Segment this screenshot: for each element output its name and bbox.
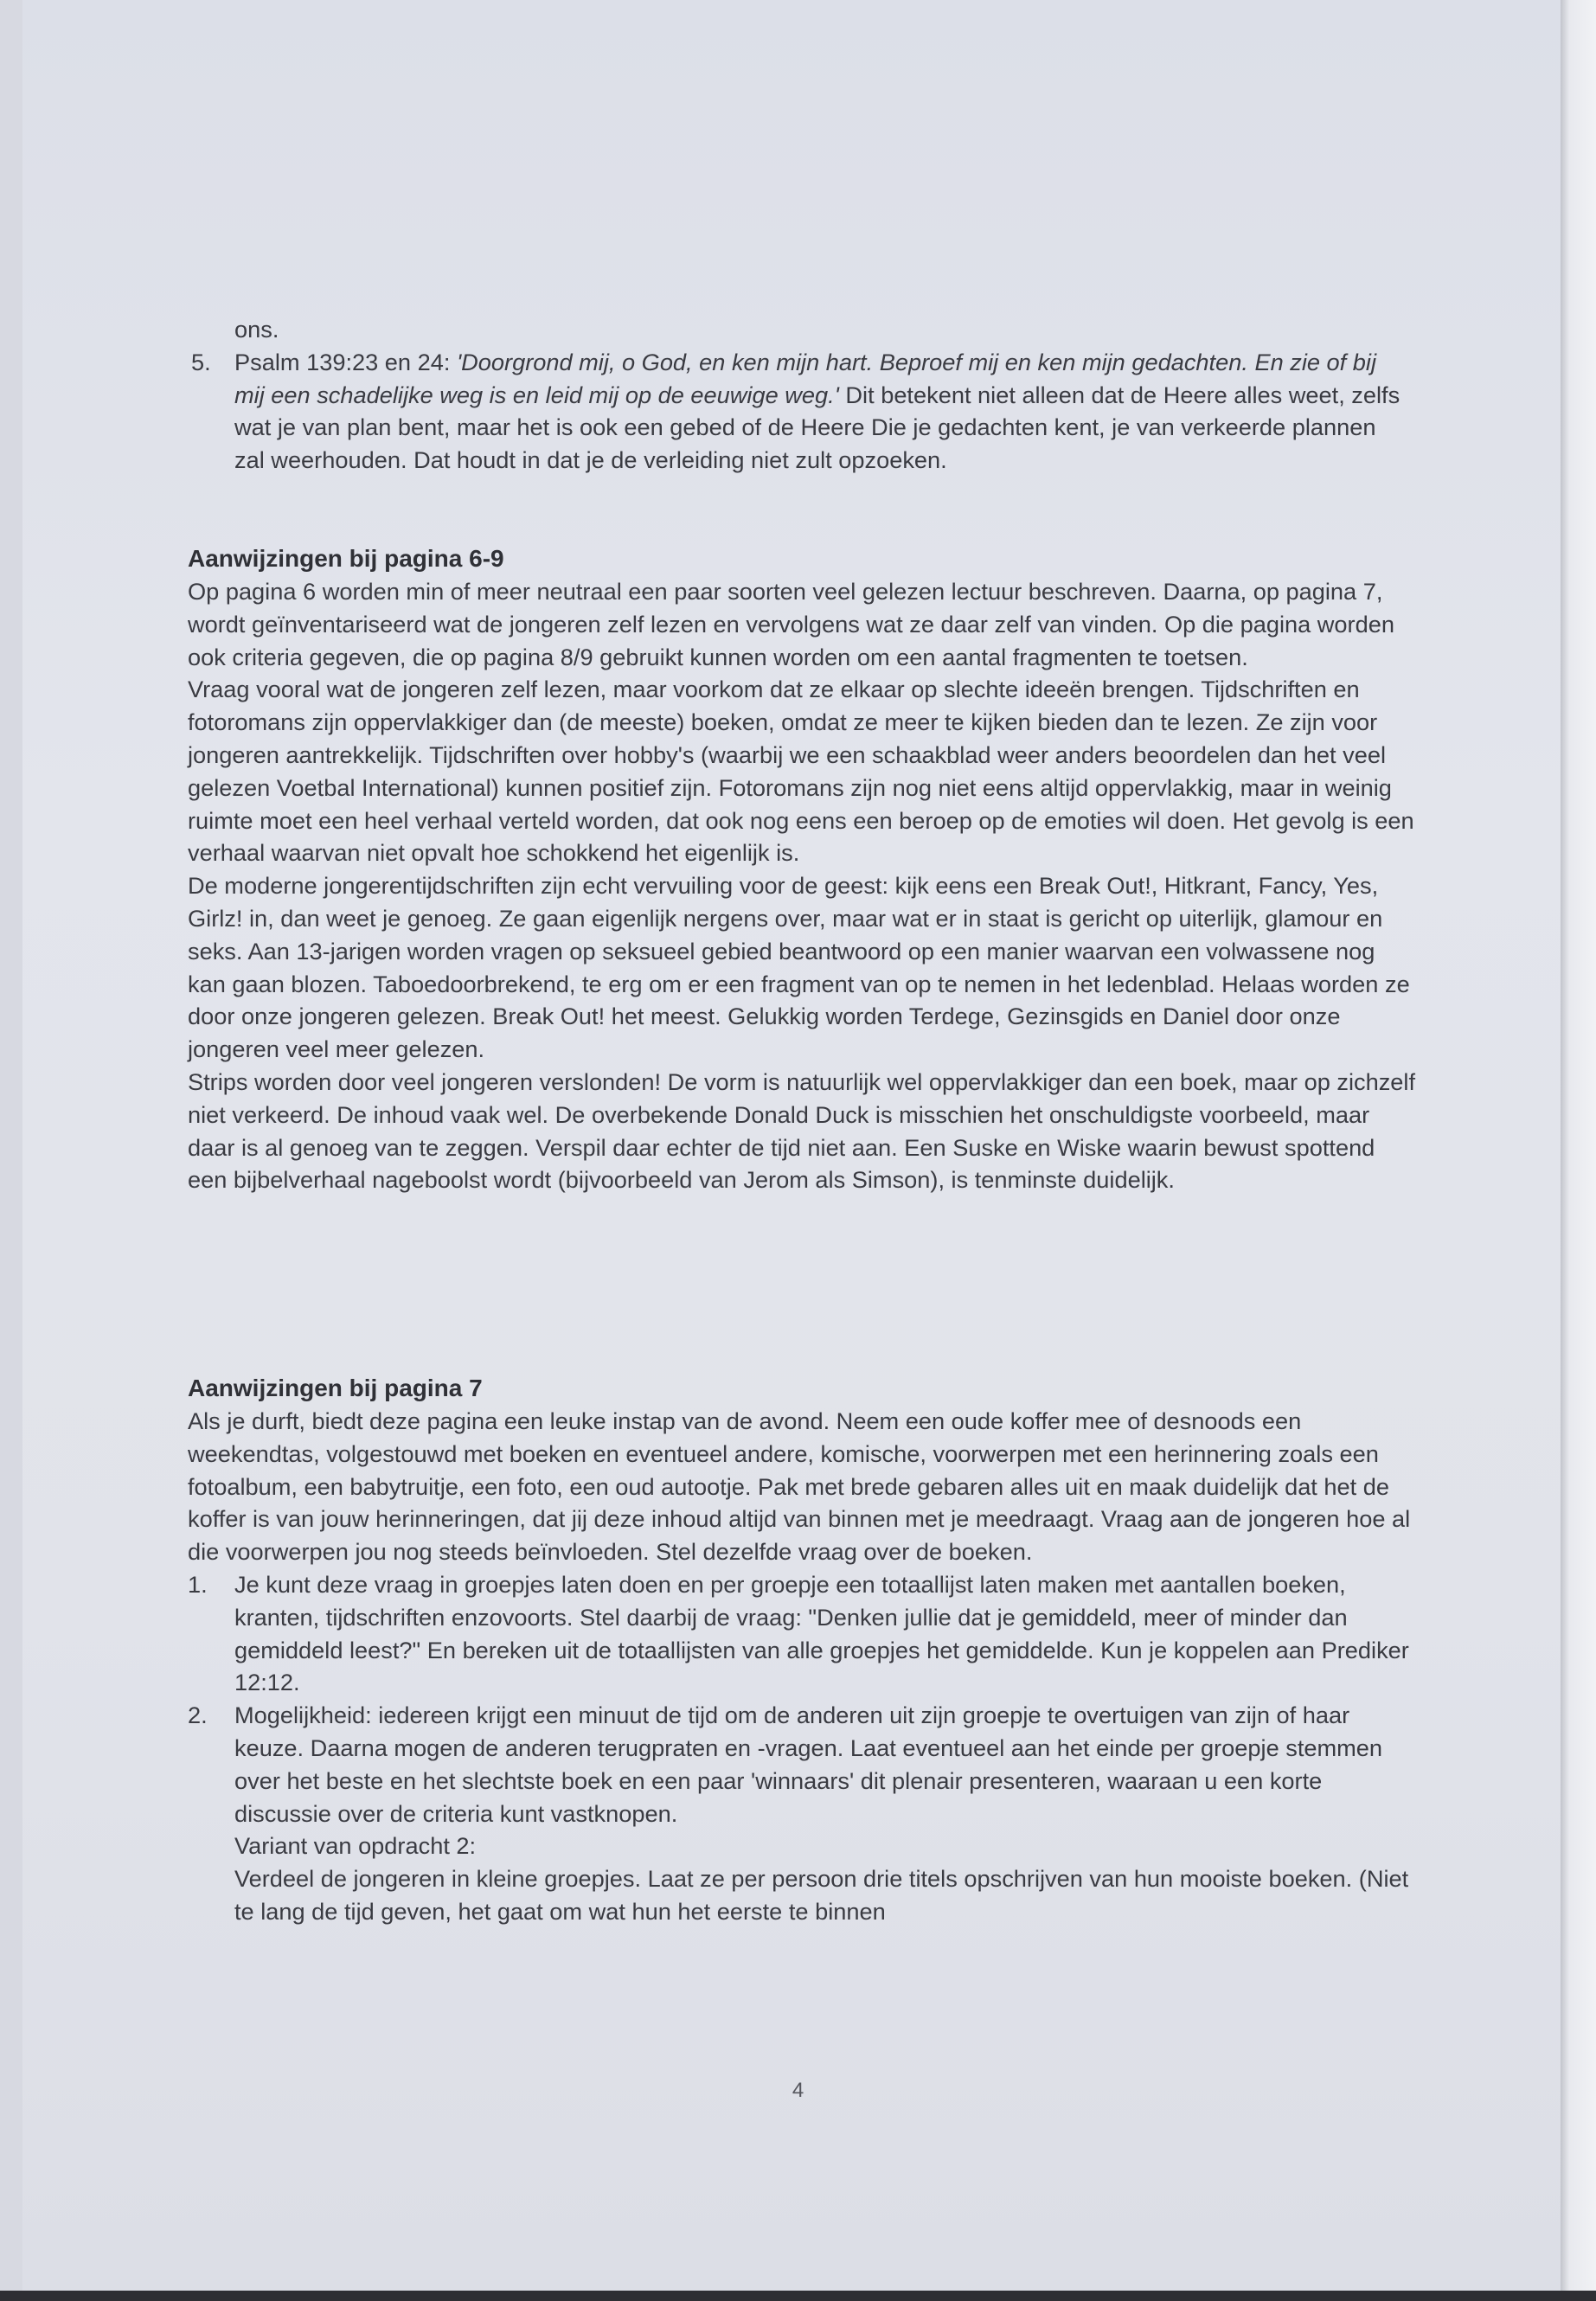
top-block: [191, 313, 1411, 477]
list-item-2: [188, 1699, 1416, 1830]
section-pagina-7: [188, 1372, 1416, 1928]
list-number: 2.: [188, 1702, 208, 1729]
section-heading: Aanwijzingen bij pagina 7: [188, 1375, 483, 1401]
psalm-quote: 'Doorgrond mij, o God, en ken mijn hart. Beproef mij en ken mijn gedachten. En zie of bij mij een schadelijke weg is en leid mij op de eeuwige weg.': [234, 348, 1376, 408]
psalm-reference: Psalm 139:23 en 24:: [234, 348, 457, 375]
section-pagina-6-9: [188, 542, 1416, 1196]
paragraph: Vraag vooral wat de jongeren zelf lezen, maar voorkom dat ze elkaar op slechte ideeën brengen. Tijdschriften en fotoromans zijn oppervlakkiger dan (de meeste) boeken, omdat ze meer te kijken bieden dan te lezen. Ze zijn voor jongeren aantrekkelijk. Tijdschriften over hobby's (waarbij we een schaakblad weer anders beoordelen dan het veel gelezen Voetbal International) kunnen positief zijn. Fotoromans zijn nog niet eens altijd oppervlakkig, maar in weinig ruimte moet een heel verhaal verteld worden, dat ook nog eens een beroep op de emoties wil doen. Het gevolg is een verhaal waarvan niet opvalt hoe schokkend het eigenlijk is.: [188, 676, 1414, 867]
list-number: 5.: [191, 348, 211, 375]
list-number: 1.: [188, 1570, 208, 1598]
continuation-text: ons.: [234, 316, 279, 343]
page-number: 4: [792, 2079, 804, 2102]
paragraph: De moderne jongerentijdschriften zijn echt vervuiling voor de geest: kijk eens een Break Out!, Hitkrant, Fancy, Yes, Girlz! in, dan weet je genoeg. Ze gaan eigenlijk nergens over, maar wat er in staat is gericht op uiterlijk, glamour en seks. Aan 13-jarigen worden vragen op seksueel gebied beantwoord op een manier waarvan een volwassene nog kan gaan blozen. Taboedoorbrekend, te erg om er een fragment van op te nemen in het ledenblad. Helaas worden ze door onze jongeren gelezen. Break Out! het meest. Gelukkig worden Terdege, Gezinsgids en Daniel door onze jongeren veel meer gelezen.: [188, 872, 1410, 1063]
paragraph: Op pagina 6 worden min of meer neutraal een paar soorten veel gelezen lectuur beschreven. Daarna, op pagina 7, wordt geïnventariseerd wat de jongeren zelf lezen en vervolgens wat ze daar zelf van vinden. Op die pagina worden ook criteria gegeven, die op pagina 8/9 gebruikt kunnen worden om een aantal fragmenten te toetsen.: [188, 578, 1394, 670]
psalm-explanation: Dit betekent niet alleen dat de Heere alles weet, zelfs wat je van plan bent, maar het is ook een gebed of de Heere Die je gedachten kent, je van verkeerde plannen zal weerhouden. Dat houdt in dat je de verleiding niet zult opzoeken.: [234, 381, 1401, 474]
list-item-5: [191, 346, 1411, 477]
paragraph: Strips worden door veel jongeren verslonden! De vorm is natuurlijk wel oppervlakkiger dan een boek, maar op zichzelf niet verkeerd. De inhoud vaak wel. De overbekende Donald Duck is misschien het onschuldigste voorbeeld, maar daar is al genoeg van te zeggen. Verspil daar echter de tijd niet aan. Een Suske en Wiske waarin bewust spottend een bijbelverhaal nageboolst wordt (bijvoorbeeld van Jerom als Simson), is tenminste duidelijk.: [188, 1067, 1416, 1194]
list-item-text: [234, 346, 1411, 477]
numbered-list: [188, 1568, 1416, 1928]
variant-label: Variant van opdracht 2:: [234, 1832, 477, 1860]
variant-text: Verdeel de jongeren in kleine groepjes. Laat ze per persoon drie titels opschrijven van hun mooiste boeken. (Niet te lang de tijd geven, het gaat om wat hun het eerste te binnen: [234, 1865, 1409, 1925]
list-item-text: Je kunt deze vraag in groepjes laten doen en per groepje een totaallijst laten maken met aantallen boeken, kranten, tijdschriften enzovoorts. Stel daarbij de vraag: "Denken jullie dat je gemiddeld, meer of minder dan gemiddeld leest?" En bereken uit de totaallijsten van alle groepjes het gemiddelde. Kun je koppelen aan Prediker 12:12.: [234, 1570, 1409, 1696]
list-item-1: [188, 1568, 1416, 1699]
list-item-text: Mogelijkheid: iedereen krijgt een minuut de tijd om de anderen uit zijn groepje te overtuigen van zijn of haar keuze. Daarna mogen de anderen terugpraten en -vragen. Laat eventueel aan het einde per groepje stemmen over het beste en het slechtste boek en een paar 'winnaars' dit plenair presenteren, waaraan u een korte discussie over de criteria kunt vastknopen.: [234, 1702, 1383, 1827]
section-heading: Aanwijzingen bij pagina 6-9: [188, 545, 504, 572]
scan-edge-bottom: [0, 2291, 1596, 2301]
page-edge-right: [1561, 0, 1596, 2301]
paragraph: Als je durft, biedt deze pagina een leuke instap van de avond. Neem een oude koffer mee of desnoods een weekendtas, volgestouwd met boeken en eventueel andere, komische, voorwerpen met een herinnering zoals een fotoalbum, een babytruitje, een foto, een oud autootje. Pak met brede gebaren alles uit en maak duidelijk dat het de koffer is van jouw herinneringen, dat jij deze inhoud altijd van binnen met je meedraagt. Vraag aan de jongeren hoe al die voorwerpen jou nog steeds beïnvloeden. Stel dezelfde vraag over de boeken.: [188, 1407, 1411, 1566]
